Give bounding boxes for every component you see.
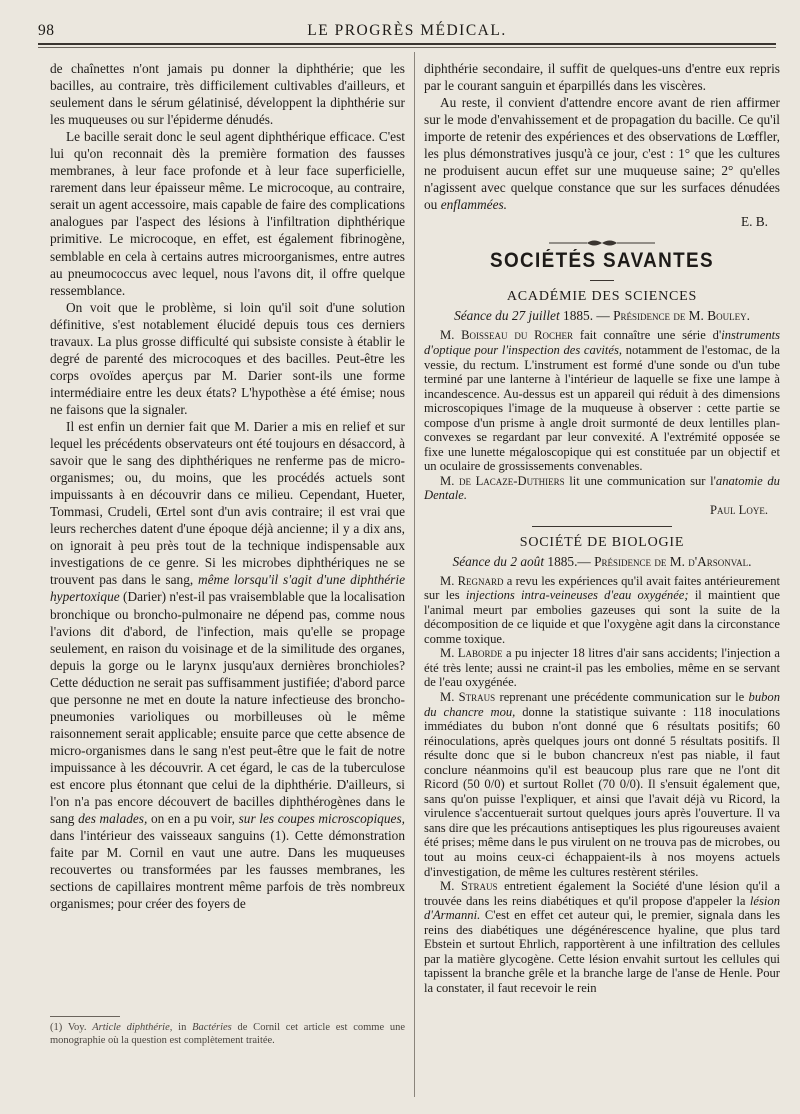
text-run: a revu les expériences qu'il avait faites antérieurement sur les [424,573,780,603]
column-divider [414,52,415,1097]
text-run: Il est enfin un dernier fait que M. Darier a mis en relief et sur lequel les précédents observateurs ont été toujours en désaccord, à savoir que le sang des diphthériques ne renferme pas de micro-organismes; ou, du moins, que les procédés actuels sont impuissants à en découvrir dans ce milieu. Cependant, Hueter, Tommasi, Crudeli, Œrtel sont d'un avis contraire; il est vrai que leurs recherches datent d'une époque déjà ancienne; il y a dix ans, on ignorait à peu près tout de la technique indispensable aux investigations de ce genre. Si les microbes diphthériques ne se trouvent pas dans le sang, [50,418,405,588]
speaker-name: M. Laborde [440,646,503,661]
paragraph [424,474,780,503]
text-run: (Darier) n'est-il pas vraisemblable que la localisation bronchique ou broncho-pulmonaire ne dépend pas, comme nous l'avions dit d'abord, de l'infection, mais qu'elle se propage seulement, en raison du voisinage et de la similitude des organes, depuis la gorge ou le larynx jusqu'aux dernières bronchioles? Cette déduction ne serait pas suffisamment justifiée; d'abord parce que personne ne met en doute la nature infectieuse des broncho-pneumonies varioliques ou morbilleuses où le même raisonnement serait applicable; ensuite parce que cette absence de micro-organismes dans le sang n'est peut-être que le fait de notre impuissance à les découvrir. A cet égard, le cas de la tuberculose est encore plus étonnant que celui de la diphthérie. D'ailleurs, si l'on n'a pas encore découvert de bacilles diphthérogènes dans le sang [50,589,405,827]
paragraph: de chaînettes n'ont jamais pu donner la diphthérie; que les bacilles, au contraire, très difficilement cultivables d'ailleurs, et seulement dans le sérum gélatinisé, développent la diphthérie sur les muqueuses ou sur l'épiderme dénudés. [50,61,405,128]
italic-run: anatomie du Dentale. [424,473,780,503]
paragraph: Le bacille serait donc le seul agent diphthérique efficace. C'est lui qu'on reconnait dès la première formation des fausses membranes, à leur face profonde et à leur face superficielle, rarement dans leur épaisseur même. Le microcoque, au contraire, serait un agent accessoire, mais capable de faire des complications analogues par l'aspect des lésions à l'infiltration diphthérique primitive. Le microcoque, en effet, est également fibrinogène, semblable en cela à certains autres microorganismes, entre autres au pneumococcus avec lequel, nous l'avons dit, il offre quelque ressemblance. [50,129,405,298]
footnote-text [50,1021,405,1047]
section-dash [590,280,614,281]
section-title: SOCIÉTÉS SAVANTES [490,249,714,273]
text-run: notamment de l'estomac, de la vessie, du rectum. L'instrument est formé d'une sonde ou d'un tube terminé par une lanterne à l'intérieur de laquelle se fixe une lampe à incandescence. Au-dessus est un appareil qui réduit à des dimensions microscopiques l'image de la muqueuse à observer : cette partie se compose d'un prisme à angle droit surmonté de deux lentilles plan-convexes se regardant par leur convexité. A l'extrémité opposée se fixe une lunette mégaloscopique qui est constituée par un objectif et un oculaire de grossissements convenables. [424,343,780,474]
paragraph [50,418,405,912]
italic-run: Article diphthérie, [92,1022,173,1033]
text-run: on en a pu voir, [150,811,235,827]
italic-run: même lorsqu'il s'agit d'une diphthérie hypertoxique [50,572,406,605]
italic-run: instruments d'optique pour l'inspection des cavités, [424,328,781,358]
speaker-name: M. Regnard [440,573,504,588]
presidence: Présidence de M. d'Arsonval. [594,553,752,569]
speaker-name: M. de Lacaze-Duthiers [440,473,565,488]
academie-report [424,328,780,517]
italic-run: injections intra-veineuses d'eau oxygénée; [465,588,689,603]
header-rule-thin [38,47,776,48]
text-run: de Cornil cet article est comme une monographie où la question est complètement traitée. [50,1022,406,1046]
italic-run: des malades, [78,811,148,827]
footnote [50,1021,405,1047]
text-run: 2 août [510,553,545,569]
section-separator [532,526,672,527]
text-run: Séance du [454,308,509,324]
signature-line [424,213,780,230]
italic-run: sur les coupes microscopiques, [238,811,405,827]
text-run: dans l'intérieur des vaisseaux sanguins (1). Cette démonstration faite par M. Cornil en vaut une autre. Dans les muqueuses recouvertes ou transformées par les fausses membranes, les sections de capillaires montrent même parfois de très nombreux organismes; pour créer des foyers de [50,828,405,912]
session-line [424,553,780,571]
text-run: fait connaître une série d' [579,328,722,343]
author-initials: E. B. [740,214,768,230]
header-rule [38,43,776,45]
text-run: 1885.— [547,553,591,569]
paragraph [424,646,780,690]
session-line [424,307,780,325]
text-run: il maintient que l'animal meurt par embolies gazeuses qui sont la suite de la décomposition de ce liquide et que l'oxygène agit dans la circonstance comme toxique. [424,588,780,646]
text-run: (1) Voy. [50,1022,87,1033]
paragraph [424,94,780,213]
left-column [50,60,405,1010]
text-run: entretient également la Société d'une lésion qu'il a trouvée dans les reins diabétiques et qu'il propose d'appeler la [424,879,781,908]
subsection-title: ACADÉMIE DES SCIENCES [506,289,698,305]
speaker-name: M. Straus [440,689,496,704]
signature-line [424,503,780,518]
text-run: donne la statistique suivante : 118 inoculations immédiates du bubon n'ont donné que 6 résultats positifs; 60 réinoculations, après quelques jours ont donné 5 résultats positifs. Il résulte donc que si le bubon chancreux n'est pas niable, il faut conclure néanmoins qu'il est beaucoup plus rare que ne l'ont dit Ricord (50 0/0) et surtout Rollet (70 0/0). Il s'ensuit également que, sans qu'on puisse l'expliquer, et ainsi que l'avait déjà vu Ricord, la virulence s'accentuerait surtout quelques jours après l'ouverture. Il va sans dire que les précautions antiseptiques les plus rigoureuses avaient été prises; même dans le pus virulent on ne trouva pas de microbes, ou tout au moins ceux-ci échappaient-ils à nos moyens actuels d'investigation, de même les cultures restèrent stériles. [424,704,781,879]
paragraph [424,879,780,995]
text-run: 27 juillet [511,308,560,324]
text-run: reprenant une précédente communication sur le [499,689,745,704]
text-run: Au reste, il convient d'attendre encore avant de rien affirmer sur le mode d'envahissement et de propagation du bacille. Ce qu'il importe de retenir des expériences et des observations de Lœffler, les plus démonstratives jusqu'à ce jour, c'est : 1° que les cultures ne produisent aucun effet sur une muqueuse saine; 2° qu'elles n'agissent avec quelque constance que sur les surfaces dénudées ou [424,95,780,213]
italic-run: Bactéries [192,1022,232,1033]
running-title: LE PROGRÈS MÉDICAL. [307,22,507,39]
paragraph [424,690,780,879]
paragraph: On voit que le problème, si loin qu'il soit d'une solution définitive, s'est notablement élucidé depuis tous ces derniers travaux. La plus grosse difficulté qui subsiste consiste à établir le degré de parenté des microcoques et des bacilles. Peut-être les corps ovoïdes aperçus par M. Darier sont-ils une forme intermédiaire entre les deux états? L'hypothèse a été émise; nous ne faisons que la signaler. [50,299,405,417]
italic-run: lésion d'Armanni. [424,893,780,923]
text-run: 1885. — [563,308,610,324]
text-run: Séance du [452,553,507,569]
decorative-ornament [424,234,780,244]
page-header [38,20,776,42]
text-run: C'est en effet cet auteur qui, le premier, signala dans les reins des diabétiques une dégénérescence hyaline, que plus tard Ebstein et surtout Ehrlich, rapportèrent à une infiltration des cellules par la matière glycogène. Cette lésion envahit surtout les cellules qui tapissent la branche grêle et la branche large de l'anse de Henle. Pour la constater, il faut recevoir le rein [424,908,780,995]
speaker-name: M. Straus [440,879,498,894]
page-number: 98 [38,22,55,39]
text-run: in [178,1022,187,1033]
biologie-report [424,574,780,996]
speaker-name: M. Boisseau du Rocher [440,328,574,343]
text-run: a pu injecter 18 litres d'air sans accidents; l'injection a été très lente; aussi ne craint-il pas les embolies, même en se servant de l'eau oxygénée. [424,646,780,690]
italic-run: bubon du chancre mou, [424,689,781,719]
paragraph [424,574,780,647]
right-column [424,60,780,1100]
text-run: lit une communication sur l' [569,473,716,488]
author-signature: Paul Loye. [710,503,768,518]
footnote-rule [50,1016,120,1017]
paragraph [424,328,780,473]
paragraph: diphthérie secondaire, il suffit de quelques-uns d'entre eux repris par le courant sanguin et éparpillés dans les viscères. [424,61,780,94]
presidence: Présidence de M. Bouley. [613,308,750,324]
italic-run: enflammées. [440,197,508,213]
subsection-title: SOCIÉTÉ DE BIOLOGIE [519,534,685,550]
